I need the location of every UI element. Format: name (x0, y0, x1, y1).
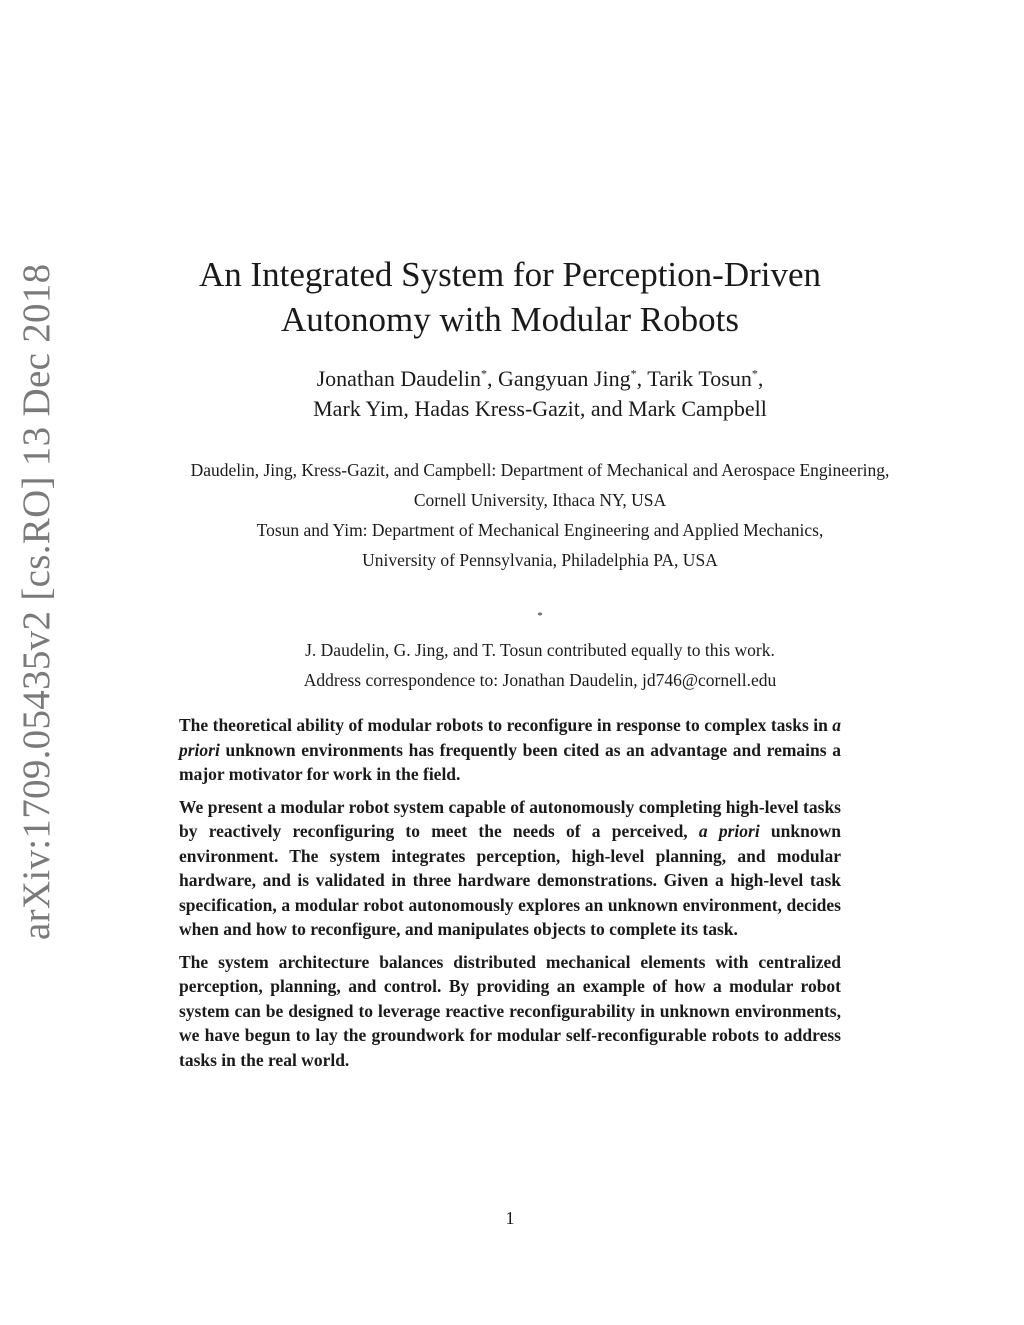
author-list (0, 364, 1024, 424)
abstract-text: unknown environment. The system integrates perception, high-level planning, and modular hardware, and is validated in three hardware demonstrations. Given a high-level task specification, a modular robot autonomously explores an unknown environment, decides when and how to reconfigure, and manipulates objects to complete its task. (179, 821, 841, 939)
correspondence-note: Address correspondence to: Jonathan Daudelin, jd746@cornell.edu (303, 670, 777, 690)
abstract-paragraph-1 (179, 713, 841, 787)
author-trailing-comma: , (757, 366, 764, 391)
equal-contribution-mark: * (480, 366, 487, 381)
author-tosun: Tarik Tosun (647, 366, 752, 391)
author-line-1 (0, 364, 1024, 394)
abstract-emphasis: a priori (179, 715, 841, 760)
equal-contribution-note (0, 605, 1024, 665)
author-line-2: Mark Yim, Hadas Kress-Gazit, and Mark Campbell (313, 396, 767, 421)
title-line-2: Autonomy with Modular Robots (281, 300, 739, 339)
abstract-text: We present a modular robot system capable of autonomously completing high-level tasks by reactively reconfiguring to meet the needs of a perceived, (179, 796, 841, 841)
equal-contribution-mark: * (751, 366, 758, 381)
abstract-text: unknown environments has frequently been cited as an advantage and remains a major motivator for work in the field. (179, 739, 841, 784)
author-notes (0, 605, 1024, 695)
arxiv-identifier: arXiv:1709.05435v2 [cs.RO] 13 Dec 2018 (15, 263, 58, 940)
author-jing: Gangyuan Jing (497, 366, 631, 391)
equal-contribution-text: J. Daudelin, G. Jing, and T. Tosun contributed equally to this work. (305, 640, 775, 660)
affiliations (0, 455, 1024, 575)
abstract-paragraph-3: The system architecture balances distributed mechanical elements with centralized perception, planning, and control. By providing an example of how a modular robot system can be designed to leverage reactive reconfigurability in unknown environments, we have begun to lay the groundwork for modular self-reconfigurable robots to address tasks in the real world. (179, 951, 841, 1070)
author-separator: , (636, 366, 648, 391)
page-number: 1 (505, 1208, 515, 1228)
abstract-paragraph-2 (179, 795, 841, 942)
abstract (179, 713, 841, 1080)
note-mark: * (537, 610, 543, 623)
affiliation-line-3: Tosun and Yim: Department of Mechanical Engineering and Applied Mechanics, (256, 520, 824, 540)
abstract-emphasis: a priori (698, 821, 760, 841)
author-daudelin: Jonathan Daudelin (316, 366, 481, 391)
equal-contribution-mark: * (630, 366, 637, 381)
abstract-text: The theoretical ability of modular robots to reconfigure in response to complex tasks in (179, 715, 833, 735)
affiliation-line-2: Cornell University, Ithaca NY, USA (413, 490, 667, 510)
author-separator: , (486, 366, 498, 391)
title-line-1: An Integrated System for Perception-Driven (198, 255, 822, 294)
affiliation-line-4: University of Pennsylvania, Philadelphia PA, USA (362, 550, 718, 570)
paper-title (0, 252, 1020, 342)
affiliation-line-1: Daudelin, Jing, Kress-Gazit, and Campbell: Department of Mechanical and Aerospace Engineering, (190, 460, 890, 480)
